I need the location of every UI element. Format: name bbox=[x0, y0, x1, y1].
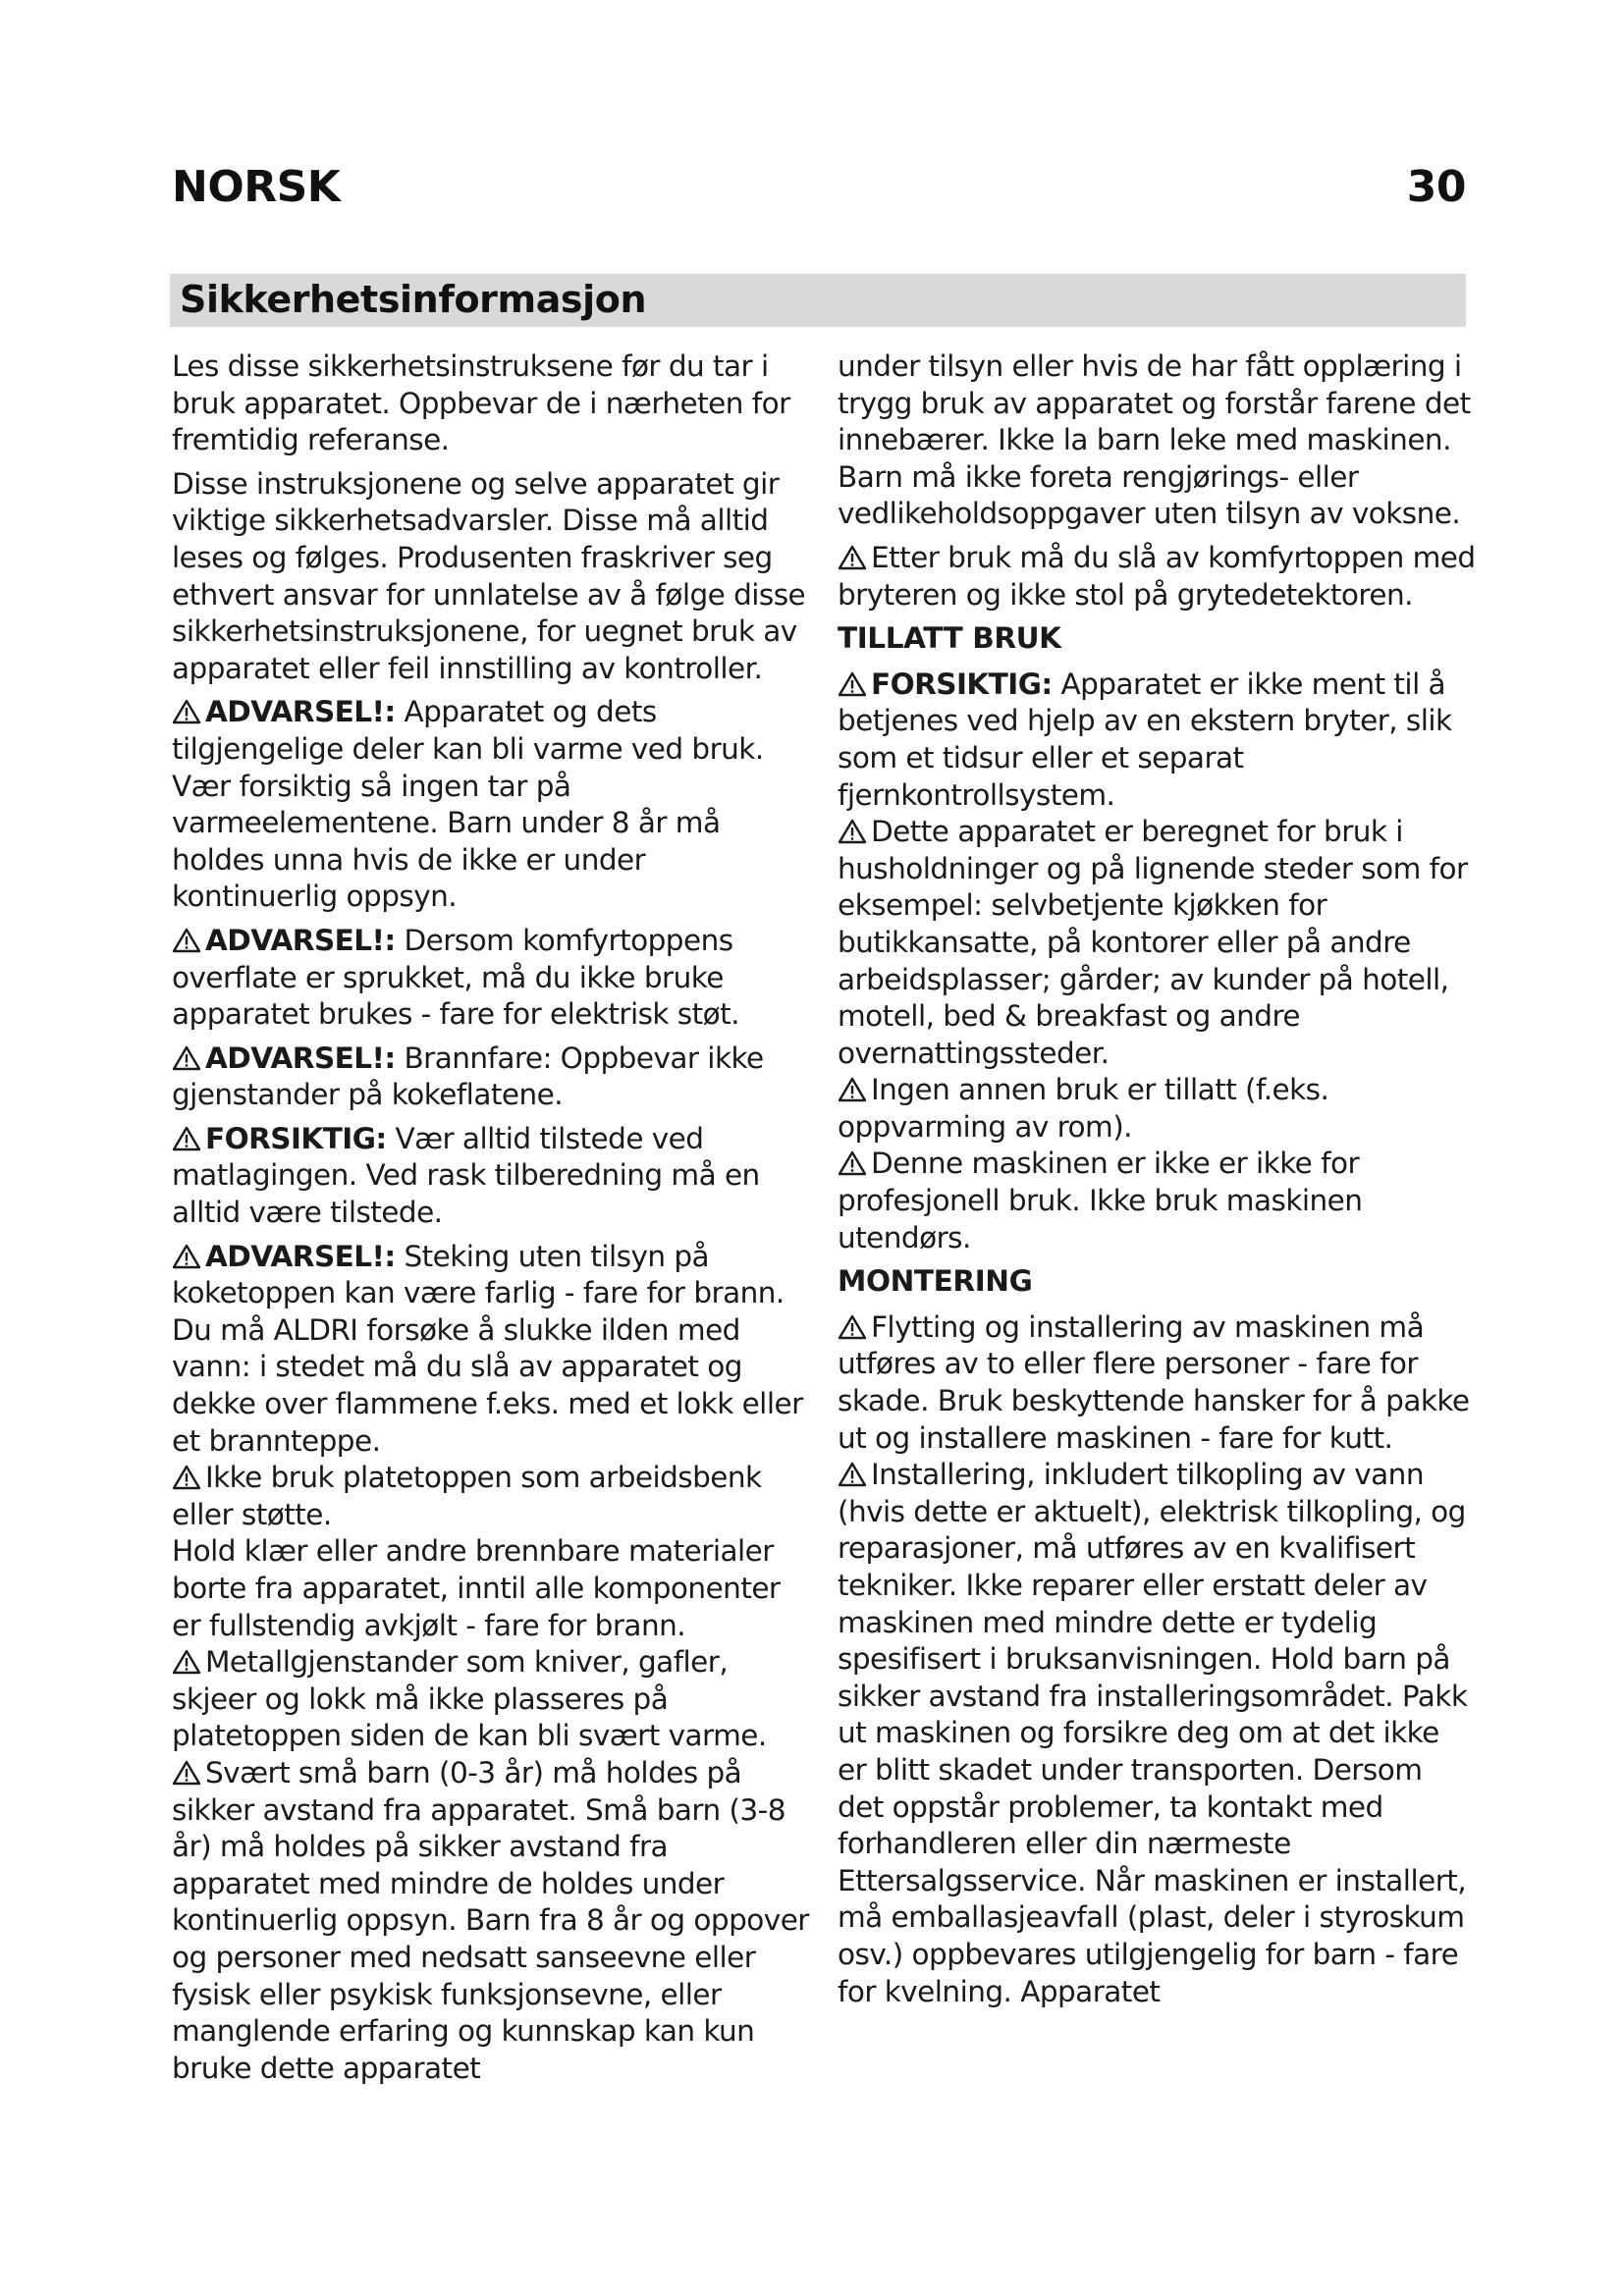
warning-text: Metallgjenstander som kniver, gafler, skjeer og lokk må ikke plasseres på platetoppen siden de kan bli svært varme. bbox=[172, 1645, 767, 1753]
warning-triangle-icon bbox=[172, 1760, 201, 1786]
warning-paragraph bbox=[838, 1457, 1476, 2010]
warning-label: FORSIKTIG: bbox=[871, 667, 1053, 701]
page-number: 30 bbox=[1406, 162, 1466, 212]
warning-paragraph bbox=[838, 540, 1476, 614]
warning-text: Denne maskinen er ikke er ikke for profesjonell bruk. Ikke bruk maskinen utendørs. bbox=[838, 1147, 1363, 1255]
warning-label: ADVARSEL!: bbox=[205, 695, 396, 729]
warning-triangle-icon bbox=[172, 928, 201, 953]
warning-paragraph bbox=[172, 694, 810, 916]
warning-paragraph bbox=[172, 1121, 810, 1232]
warning-text: Apparatet og dets tilgjengelige deler kan bli varme ved bruk. Vær forsiktig så ingen tar på varmeelementene. Barn under 8 år må holdes unna hvis de ikke er under kontinuerlig oppsyn. bbox=[172, 695, 764, 914]
warning-paragraph bbox=[838, 1309, 1476, 1457]
warning-label: ADVARSEL!: bbox=[205, 1041, 396, 1075]
warning-paragraph bbox=[838, 1072, 1476, 1146]
section-title: Sikkerhetsinformasjon bbox=[180, 278, 647, 321]
paragraph: Hold klær eller andre brennbare materialer borte fra apparatet, inntil alle komponenter er fullstendig avkjølt - fare for brann. bbox=[172, 1534, 781, 1642]
subheading-montering: MONTERING bbox=[838, 1264, 1033, 1299]
warning-triangle-icon bbox=[838, 819, 867, 844]
warning-triangle-icon bbox=[172, 1649, 201, 1675]
warning-paragraph bbox=[172, 1644, 810, 1755]
warning-triangle-icon bbox=[838, 545, 867, 570]
language-title: NORSK bbox=[172, 162, 341, 212]
warning-paragraph bbox=[172, 1755, 810, 2087]
warning-triangle-icon bbox=[172, 699, 201, 724]
warning-text: Etter bruk må du slå av komfyrtoppen med bryteren og ikke stol på grytedetektoren. bbox=[838, 540, 1476, 612]
warning-triangle-icon bbox=[838, 1314, 867, 1340]
warning-text: Dette apparatet er beregnet for bruk i husholdninger og på lignende steder som for eksempel: selvbetjente kjøkken for butikkansatte, på kontorer eller på andre arbeidsplasser; gårder; av kunder på hotell, motell, bed & breakfast og andre overnattingssteder. bbox=[838, 815, 1468, 1070]
warning-text: Flytting og installering av maskinen må utføres av to eller flere personer - fare for skade. Bruk beskyttende hansker for å pakke ut og installere maskinen - fare for kutt. bbox=[838, 1309, 1470, 1455]
warning-paragraph bbox=[172, 1041, 810, 1114]
warning-text: Svært små barn (0-3 år) må holdes på sikker avstand fra apparatet. Små barn (3-8 år) må holdes på sikker avstand fra apparatet med mindre de holdes under kontinuerlig oppsyn. Barn fra 8 år og oppover og personer med nedsatt sanseevne eller fysisk eller psykisk funksjonsevne, eller manglende erfaring og kunnskap kan kun bruke dette apparatet bbox=[172, 1755, 809, 2085]
warning-paragraph bbox=[838, 814, 1476, 1072]
warning-text: Ikke bruk platetoppen som arbeidsbenk eller støtte. bbox=[172, 1461, 762, 1531]
paragraph: Disse instruksjonene og selve apparatet gir viktige sikkerhetsadvarsler. Disse må alltid leses og følges. Produsenten fraskriver seg ethvert ansvar for unnlatelse av å følge disse sikkerhetsinstruksjonene, for uegnet bruk av apparatet eller feil innstilling av kontroller. bbox=[172, 466, 806, 685]
warning-triangle-icon bbox=[838, 1077, 867, 1102]
warning-text: Installering, inkludert tilkopling av vann (hvis dette er aktuelt), elektrisk tilkopling, og reparasjoner, må utføres av en kvalifisert tekniker. Ikke reparer eller erstatt deler av maskinen med mindre dette er tydelig spesifisert i bruksanvisningen. Hold barn på sikker avstand fra installeringsområdet. Pakk ut maskinen og forsikre deg om at det ikke er blitt skadet under transporten. Dersom det oppstår problemer, ta kontakt med forhandleren eller din nærmeste Ettersalgsservice. Når maskinen er installert, må emballasjeavfall (plast, deler i styroskum osv.) oppbevares utilgjengelig for barn - fare for kvelning. Apparatet bbox=[838, 1458, 1468, 2008]
right-column bbox=[838, 348, 1476, 2010]
warning-text: Brannfare: Oppbevar ikke gjenstander på kokeflatene. bbox=[172, 1041, 764, 1112]
page-header bbox=[172, 162, 1466, 212]
warning-paragraph bbox=[172, 1460, 810, 1533]
warning-triangle-icon bbox=[838, 1462, 867, 1487]
warning-text: Steking uten tilsyn på koketoppen kan være farlig - fare for brann. Du må ALDRI forsøke å slukke ilden med vann: i stedet må du slå av apparatet og dekke over flammene f.eks. med et lokk eller et brannteppe. bbox=[172, 1239, 803, 1458]
warning-text: Dersom komfyrtoppens overflate er sprukket, må du ikke bruke apparatet brukes - fare for elektrisk støt. bbox=[172, 923, 739, 1032]
warning-text: Vær alltid tilstede ved matlagingen. Ved rask tilberedning må en alltid være tilstede. bbox=[172, 1121, 760, 1230]
paragraph: Les disse sikkerhetsinstruksene før du tar i bruk apparatet. Oppbevar de i nærheten for fremtidig referanse. bbox=[172, 349, 790, 457]
warning-triangle-icon bbox=[838, 671, 867, 697]
warning-paragraph bbox=[838, 667, 1476, 814]
warning-label: FORSIKTIG: bbox=[205, 1121, 387, 1155]
subheading-tillatt-bruk: TILLATT BRUK bbox=[838, 621, 1061, 656]
paragraph: under tilsyn eller hvis de har fått opplæring i trygg bruk av apparatet og forstår farene det innebærer. Ikke la barn leke med maskinen. Barn må ikke foreta rengjørings- eller vedlikeholdsoppgaver uten tilsyn av voksne. bbox=[838, 349, 1471, 531]
warning-label: ADVARSEL!: bbox=[205, 923, 396, 957]
warning-triangle-icon bbox=[172, 1244, 201, 1269]
warning-text: Apparatet er ikke ment til å betjenes ved hjelp av en ekstern bryter, slik som et tidsur eller et separat fjernkontrollsystem. bbox=[838, 667, 1452, 812]
warning-text: Ingen annen bruk er tillatt (f.eks. oppvarming av rom). bbox=[838, 1073, 1329, 1144]
warning-triangle-icon bbox=[172, 1045, 201, 1071]
warning-label: ADVARSEL!: bbox=[205, 1239, 396, 1273]
warning-paragraph bbox=[172, 1239, 810, 1461]
warning-triangle-icon bbox=[172, 1465, 201, 1490]
warning-paragraph bbox=[172, 923, 810, 1034]
warning-paragraph bbox=[838, 1146, 1476, 1256]
warning-triangle-icon bbox=[838, 1150, 867, 1176]
warning-triangle-icon bbox=[172, 1126, 201, 1151]
left-column bbox=[172, 348, 810, 2087]
